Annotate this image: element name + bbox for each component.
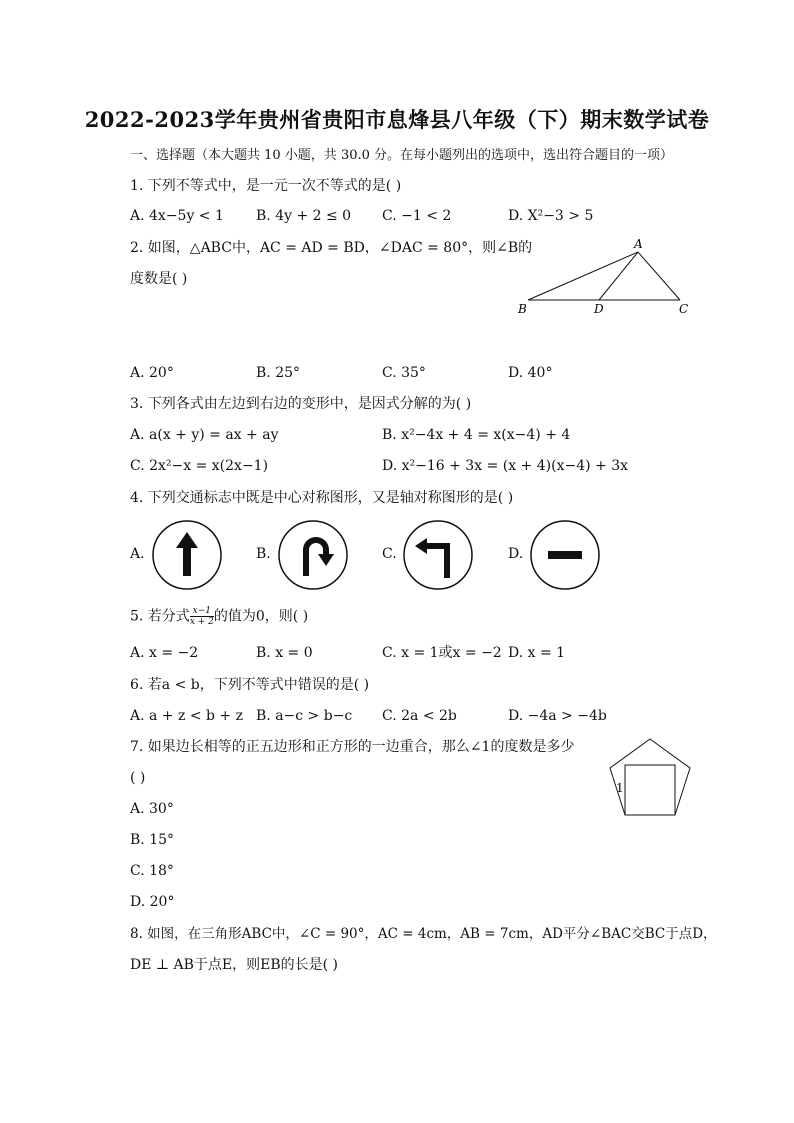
question-3-stem: 3. 下列各式由左边到右边的变形中，是因式分解的为( )	[130, 396, 472, 412]
question-4-stem: 4. 下列交通标志中既是中心对称图形，又是轴对称图形的是( )	[130, 490, 514, 506]
question-8-stem: 8. 如图，在三角形ABC中，∠C = 90°，AC = 4cm，AB = 7cm，AD平分∠BAC交BC于点D，	[130, 926, 717, 942]
q5-stem-prefix: 5. 若分式	[130, 608, 190, 625]
angle-1-label: 1	[616, 781, 624, 795]
q6-option-d[interactable]: D. −4a > −4b	[508, 708, 607, 724]
pentagon-shape	[610, 739, 690, 815]
q3-option-c[interactable]: C. 2x²−x = x(2x−1)	[130, 458, 269, 474]
question-7-stem-cont: ( )	[130, 770, 146, 786]
q7-option-c[interactable]: C. 18°	[130, 863, 174, 879]
q2-option-b[interactable]: B. 25°	[256, 365, 301, 381]
q6-option-b[interactable]: B. a−c > b−c	[256, 708, 353, 724]
q3-option-b[interactable]: B. x²−4x + 4 = x(x−4) + 4	[382, 427, 571, 443]
q5-fraction-denominator: x + 2	[189, 617, 214, 627]
q4-option-a[interactable]: A.	[130, 546, 145, 562]
q7-option-d[interactable]: D. 20°	[130, 894, 175, 910]
q1-option-d[interactable]: D. X²−3 > 5	[508, 208, 594, 224]
q7-option-a[interactable]: A. 30°	[130, 801, 174, 817]
q5-option-a[interactable]: A. x = −2	[130, 645, 199, 661]
q6-option-c[interactable]: C. 2a < 2b	[382, 708, 457, 724]
q2-option-d[interactable]: D. 40°	[508, 365, 553, 381]
section-header: 一、选择题（本大题共 10 小题，共 30.0 分。在每小题列出的选项中，选出符合题目的一项）	[130, 148, 674, 163]
question-6-stem: 6. 若a < b，下列不等式中错误的是( )	[130, 677, 370, 693]
question-8-stem-cont: DE ⊥ AB于点E，则EB的长是( )	[130, 957, 339, 973]
segment-ab	[528, 252, 638, 300]
label-d: D	[594, 302, 604, 316]
question-1-stem: 1. 下列不等式中，是一元一次不等式的是( )	[130, 178, 402, 194]
q1-option-c[interactable]: C. −1 < 2	[382, 208, 452, 224]
q1-option-b[interactable]: B. 4y + 2 ≤ 0	[256, 208, 352, 224]
straight-arrow-sign-icon[interactable]	[150, 518, 224, 592]
label-a: A	[634, 237, 643, 251]
q4-option-c[interactable]: C.	[382, 546, 397, 562]
no-entry-sign-icon[interactable]	[528, 518, 602, 592]
exam-title: 2022-2023学年贵州省贵阳市息烽县八年级（下）期末数学试卷	[84, 107, 710, 132]
question-7-stem: 7. 如果边长相等的正五边形和正方形的一边重合，那么∠1的度数是多少	[130, 739, 575, 755]
q7-option-b[interactable]: B. 15°	[130, 832, 175, 848]
q5-fraction	[190, 606, 214, 627]
u-turn-sign-icon[interactable]	[276, 518, 350, 592]
question-2-stem-cont: 度数是( )	[130, 271, 188, 287]
q5-fraction-numerator: x−1	[190, 606, 214, 617]
pentagon-square-figure	[606, 735, 694, 821]
q5-option-b[interactable]: B. x = 0	[256, 645, 313, 661]
triangle-abc-figure	[510, 232, 700, 322]
label-c: C	[679, 302, 689, 316]
q1-option-a[interactable]: A. 4x−5y < 1	[130, 208, 224, 224]
q2-option-c[interactable]: C. 35°	[382, 365, 426, 381]
left-turn-sign-icon[interactable]	[401, 518, 475, 592]
q2-option-a[interactable]: A. 20°	[130, 365, 174, 381]
square-shape	[625, 765, 675, 815]
q5-option-c[interactable]: C. x = 1或x = −2	[382, 645, 502, 661]
question-5-stem	[130, 606, 308, 630]
segment-ad	[599, 252, 638, 300]
segment-ac	[638, 252, 680, 300]
q5-option-d[interactable]: D. x = 1	[508, 645, 566, 661]
q4-option-d[interactable]: D.	[508, 546, 524, 562]
q3-option-a[interactable]: A. a(x + y) = ax + ay	[130, 427, 279, 443]
q4-option-b[interactable]: B.	[256, 546, 271, 562]
q5-stem-suffix: 的值为0，则( )	[213, 608, 309, 625]
q6-option-a[interactable]: A. a + z < b + z	[130, 708, 243, 724]
question-2-stem: 2. 如图，△ABC中，AC = AD = BD，∠DAC = 80°，则∠B的	[130, 240, 533, 256]
q3-option-d[interactable]: D. x²−16 + 3x = (x + 4)(x−4) + 3x	[382, 458, 628, 474]
label-b: B	[518, 302, 527, 316]
